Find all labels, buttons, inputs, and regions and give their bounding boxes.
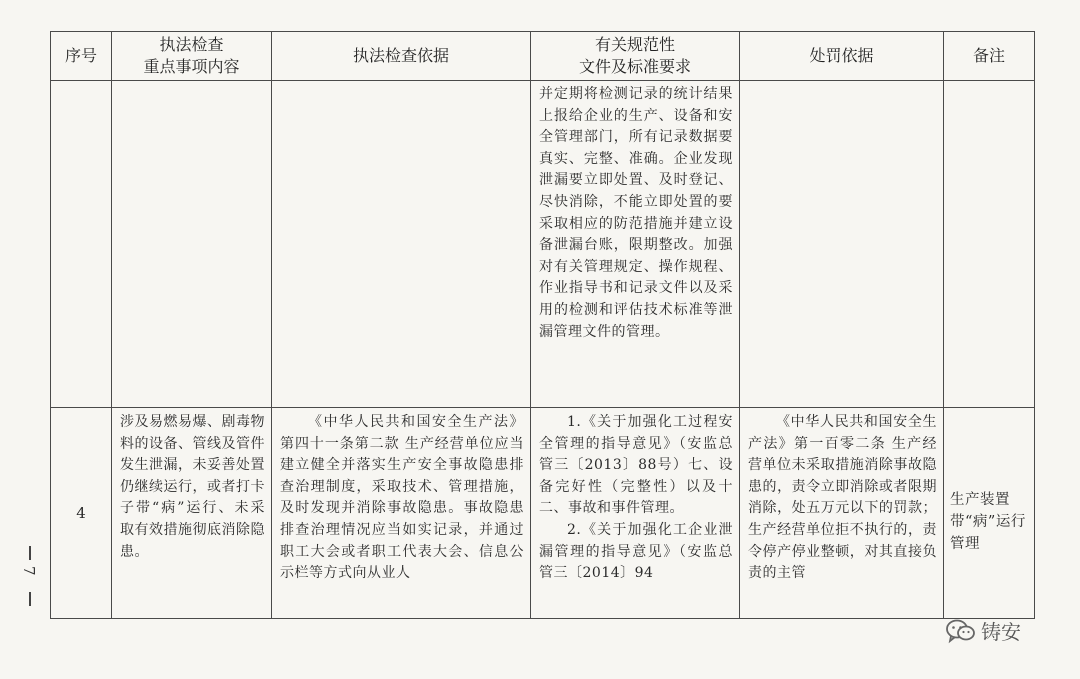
cell-basis-empty bbox=[272, 81, 531, 408]
header-focus-line1: 执法检查 bbox=[159, 35, 224, 54]
watermark-text: 铸安 bbox=[981, 620, 1021, 644]
cell-focus bbox=[112, 408, 272, 619]
focus-text: 涉及易燃易爆、剧毒物料的设备、管线及管件发生泄漏，未妥善处置仍继续运行，或者打卡子带“病”运行、未采取有效措施彻底消除隐患。 bbox=[120, 414, 265, 560]
norms-item-1: 1.《关于加强化工过程安全管理的指导意见》（安监总管三〔2013〕88号）七、设备完好性（完整性）以及十二、事故和事件管理。 bbox=[539, 414, 733, 517]
page-number-dash-bottom bbox=[29, 592, 31, 606]
cell-remark bbox=[944, 408, 1035, 619]
cell-norms bbox=[531, 408, 740, 619]
header-penalty: 处罚依据 bbox=[740, 32, 944, 81]
header-focus bbox=[112, 32, 272, 81]
page-number: 7 bbox=[20, 566, 38, 576]
page-number-dash-top bbox=[29, 546, 31, 560]
header-norms bbox=[531, 32, 740, 81]
cell-remark-empty bbox=[944, 81, 1035, 408]
remark-text: 生产装置带“病”运行管理 bbox=[950, 492, 1026, 552]
cell-seq bbox=[51, 408, 112, 619]
header-remark: 备注 bbox=[944, 32, 1035, 81]
watermark bbox=[946, 616, 1021, 645]
header-basis: 执法检查依据 bbox=[272, 32, 531, 81]
cell-penalty bbox=[740, 408, 944, 619]
header-focus-line2: 重点事项内容 bbox=[143, 57, 240, 76]
header-seq: 序号 bbox=[51, 32, 112, 81]
table-row bbox=[51, 408, 1035, 619]
cell-norms bbox=[531, 81, 740, 408]
row-number: 4 bbox=[76, 504, 86, 522]
cell-penalty-empty bbox=[740, 81, 944, 408]
header-norms-line1: 有关规范性 bbox=[594, 35, 675, 54]
norms-item-2: 2.《关于加强化工企业泄漏管理的指导意见》（安监总管三〔2014〕94 bbox=[539, 521, 733, 582]
norms-continued-text: 并定期将检测记录的统计结果上报给企业的生产、设备和安全管理部门，所有记录数据要真实、完整、准确。企业发现泄漏要立即处置、及时登记、尽快消除，不能立即处置的要采取相应的防范措施并建立设备泄漏台账，限期整改。加强对有关管理规定、操作规程、作业指导书和记录文件以及采用的检测和评估技术标准等泄漏管理文件的管理。 bbox=[539, 86, 733, 340]
cell-basis bbox=[272, 408, 531, 619]
inspection-table bbox=[50, 31, 1035, 619]
table-header-row bbox=[51, 32, 1035, 81]
table-row bbox=[51, 81, 1035, 408]
basis-text: 《中华人民共和国安全生产法》第四十一条第二款 生产经营单位应当建立健全并落实生产安全事故隐患排查治理制度，采取技术、管理措施，及时发现并消除事故隐患。事故隐患排查治理情况应当如实记录，并通过职工大会或者职工代表大会、信息公示栏等方式向从业人 bbox=[280, 414, 524, 582]
cell-seq-empty bbox=[51, 81, 112, 408]
header-norms-line2: 文件及标准要求 bbox=[578, 57, 691, 76]
cell-focus-empty bbox=[112, 81, 272, 408]
penalty-text: 《中华人民共和国安全生产法》第一百零二条 生产经营单位未采取措施消除事故隐患的，责令立即消除或者限期消除，处五万元以下的罚款；生产经营单位拒不执行的，责令停产停业整顿，对其直接负责的主管 bbox=[748, 414, 937, 582]
wechat-icon bbox=[946, 618, 976, 644]
